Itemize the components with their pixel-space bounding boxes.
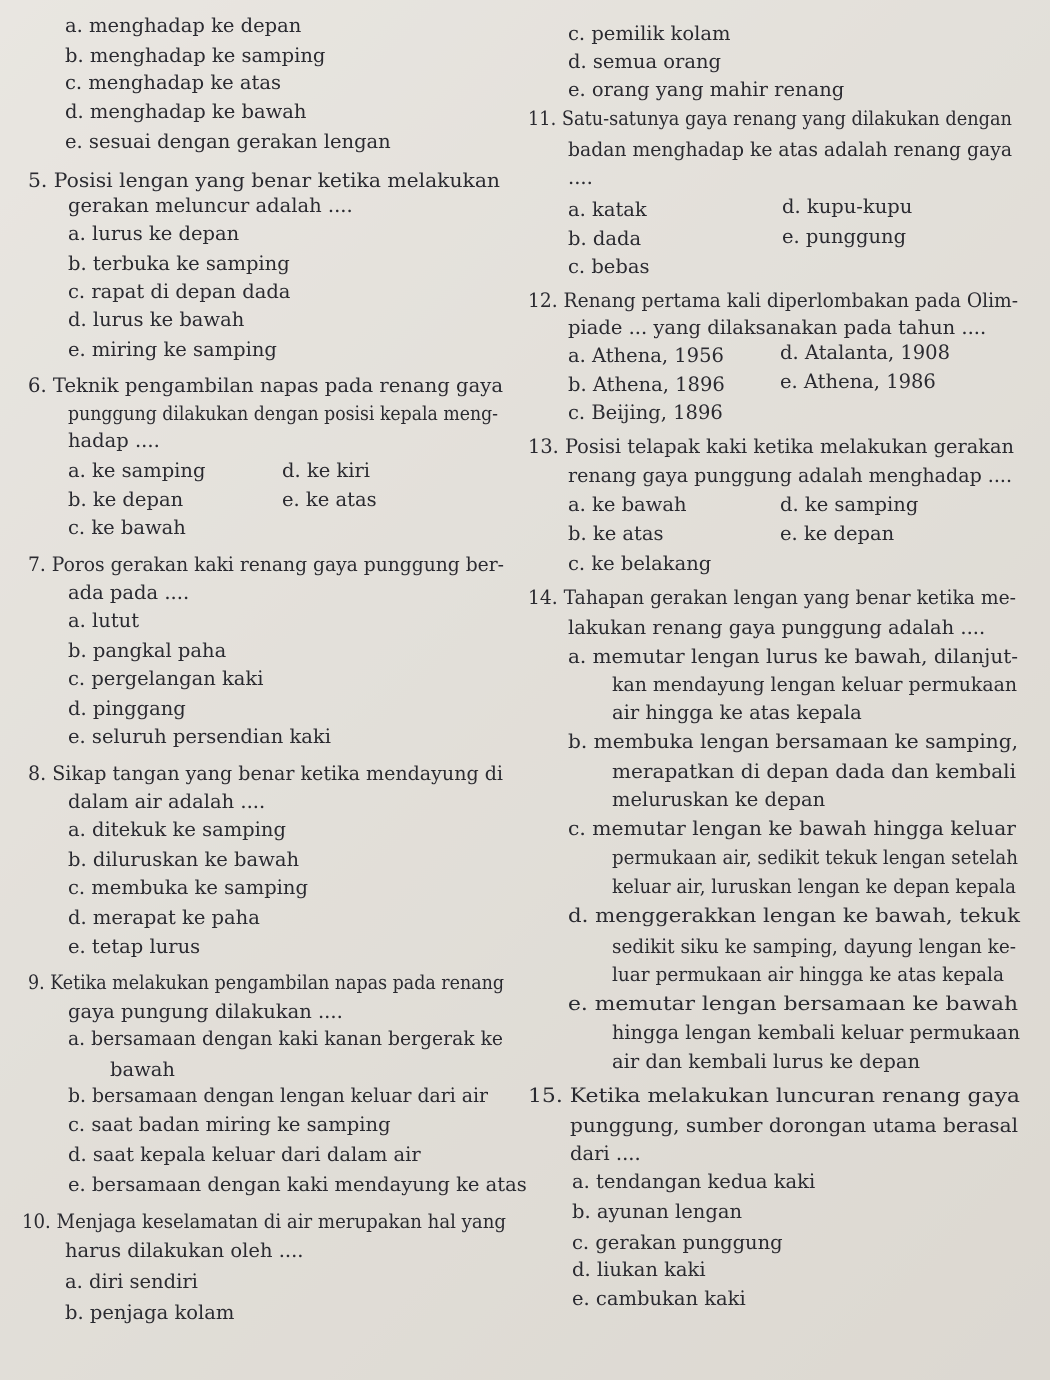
text-line: air dan kembali lurus ke depan <box>612 1050 921 1073</box>
text-line: merapatkan di depan dada dan kembali <box>612 760 1016 783</box>
text-line: a. lurus ke depan <box>68 222 240 245</box>
text-line: e. ke depan <box>780 522 895 545</box>
text-line: e. punggung <box>782 225 907 248</box>
text-line: .... <box>568 166 593 189</box>
text-line: d. semua orang <box>568 50 722 73</box>
text-line: 9. Ketika melakukan pengambilan napas pada renang <box>28 971 505 994</box>
text-line: d. pinggang <box>68 697 186 720</box>
text-line: 5. Posisi lengan yang benar ketika melakukan <box>28 169 501 192</box>
text-line: renang gaya punggung adalah menghadap .... <box>568 464 1013 487</box>
text-line: a. memutar lengan lurus ke bawah, dilanjut- <box>568 645 1018 668</box>
text-line: e. Athena, 1986 <box>780 370 936 393</box>
text-line: c. ke bawah <box>68 516 186 539</box>
text-line: punggung dilakukan dengan posisi kepala meng- <box>68 402 499 425</box>
text-line: d. ke samping <box>780 493 919 516</box>
text-line: b. penjaga kolam <box>65 1301 235 1324</box>
text-line: c. saat badan miring ke samping <box>68 1113 391 1136</box>
text-line: b. membuka lengan bersamaan ke samping, <box>568 730 1018 753</box>
text-line: e. tetap lurus <box>68 935 201 958</box>
text-line: ada pada .... <box>68 581 190 604</box>
text-line: sedikit siku ke samping, dayung lengan ke- <box>612 935 1017 958</box>
text-line: air hingga ke atas kepala <box>612 701 862 724</box>
text-line: 11. Satu-satunya gaya renang yang dilakukan dengan <box>528 107 1012 130</box>
text-line: harus dilakukan oleh .... <box>65 1239 304 1262</box>
text-line: b. Athena, 1896 <box>568 373 725 396</box>
text-line: 8. Sikap tangan yang benar ketika mendayung di <box>28 762 503 785</box>
text-line: b. dada <box>568 227 642 250</box>
text-line: lakukan renang gaya punggung adalah .... <box>568 616 986 639</box>
text-line: b. ke depan <box>68 488 184 511</box>
text-line: gerakan meluncur adalah .... <box>68 194 353 217</box>
text-line: kan mendayung lengan keluar permukaan <box>612 673 1018 696</box>
text-line: e. sesuai dengan gerakan lengan <box>65 130 391 153</box>
text-line: c. bebas <box>568 255 650 278</box>
text-line: 13. Posisi telapak kaki ketika melakukan gerakan <box>528 435 1015 458</box>
text-line: a. ke bawah <box>568 493 687 516</box>
text-line: b. pangkal paha <box>68 639 227 662</box>
text-line: punggung, sumber dorongan utama berasal <box>570 1114 1019 1137</box>
text-line: d. saat kepala keluar dari dalam air <box>68 1143 421 1166</box>
text-line: c. ke belakang <box>568 552 712 575</box>
text-line: c. membuka ke samping <box>68 876 308 899</box>
text-line: a. tendangan kedua kaki <box>572 1170 816 1193</box>
text-line: b. menghadap ke samping <box>65 44 326 67</box>
text-line: d. merapat ke paha <box>68 906 260 929</box>
text-line: c. pergelangan kaki <box>68 667 264 690</box>
text-line: c. gerakan punggung <box>572 1231 783 1254</box>
text-line: b. ke atas <box>568 522 664 545</box>
text-line: 15. Ketika melakukan luncuran renang gaya <box>528 1084 1020 1107</box>
text-line: piade ... yang dilaksanakan pada tahun .... <box>568 316 987 339</box>
text-line: dari .... <box>570 1142 641 1165</box>
text-line: c. memutar lengan ke bawah hingga keluar <box>568 817 1017 840</box>
text-line: a. ke samping <box>68 459 206 482</box>
text-line: b. bersamaan dengan lengan keluar dari air <box>68 1084 488 1107</box>
text-line: b. diluruskan ke bawah <box>68 848 300 871</box>
text-line: d. kupu-kupu <box>782 195 913 218</box>
text-line: 7. Poros gerakan kaki renang gaya punggung ber- <box>28 553 504 576</box>
text-line: hingga lengan kembali keluar permukaan <box>612 1021 1021 1044</box>
text-line: d. menggerakkan lengan ke bawah, tekuk <box>568 904 1021 927</box>
text-line: a. Athena, 1956 <box>568 344 724 367</box>
text-line: luar permukaan air hingga ke atas kepala <box>612 963 1004 986</box>
text-line: c. menghadap ke atas <box>65 71 282 94</box>
text-line: c. pemilik kolam <box>568 22 731 45</box>
text-line: 6. Teknik pengambilan napas pada renang gaya <box>28 374 504 397</box>
text-line: a. lutut <box>68 609 140 632</box>
text-line: e. miring ke samping <box>68 338 277 361</box>
text-line: meluruskan ke depan <box>612 788 826 811</box>
text-line: e. memutar lengan bersamaan ke bawah <box>568 992 1018 1015</box>
text-line: gaya pungung dilakukan .... <box>68 1000 343 1023</box>
text-line: e. cambukan kaki <box>572 1287 746 1310</box>
text-line: c. rapat di depan dada <box>68 280 291 303</box>
text-line: keluar air, luruskan lengan ke depan kepala <box>612 875 1016 898</box>
text-line: d. liukan kaki <box>572 1258 706 1281</box>
text-line: bawah <box>110 1058 175 1081</box>
text-line: b. ayunan lengan <box>572 1200 743 1223</box>
text-line: c. Beijing, 1896 <box>568 401 723 424</box>
text-line: e. ke atas <box>282 488 377 511</box>
text-line: 10. Menjaga keselamatan di air merupakan hal yang <box>22 1210 506 1233</box>
text-line: permukaan air, sedikit tekuk lengan setelah <box>612 846 1019 869</box>
text-line: 14. Tahapan gerakan lengan yang benar ketika me- <box>528 586 1016 609</box>
text-line: d. Atalanta, 1908 <box>780 341 950 364</box>
text-line: d. menghadap ke bawah <box>65 100 307 123</box>
text-line: b. terbuka ke samping <box>68 252 290 275</box>
text-line: d. ke kiri <box>282 459 371 482</box>
text-line: e. bersamaan dengan kaki mendayung ke atas <box>68 1173 527 1196</box>
text-line: d. lurus ke bawah <box>68 308 245 331</box>
text-line: e. orang yang mahir renang <box>568 78 845 101</box>
text-line: e. seluruh persendian kaki <box>68 725 331 748</box>
text-line: a. katak <box>568 198 647 221</box>
text-line: a. diri sendiri <box>65 1270 198 1293</box>
text-line: dalam air adalah .... <box>68 790 266 813</box>
text-line: badan menghadap ke atas adalah renang gaya <box>568 138 1013 161</box>
text-line: a. menghadap ke depan <box>65 14 302 37</box>
text-line: a. ditekuk ke samping <box>68 818 286 841</box>
text-line: 12. Renang pertama kali diperlombakan pada Olim- <box>528 289 1019 312</box>
text-line: a. bersamaan dengan kaki kanan bergerak ke <box>68 1027 504 1050</box>
text-line: hadap .... <box>68 429 160 452</box>
